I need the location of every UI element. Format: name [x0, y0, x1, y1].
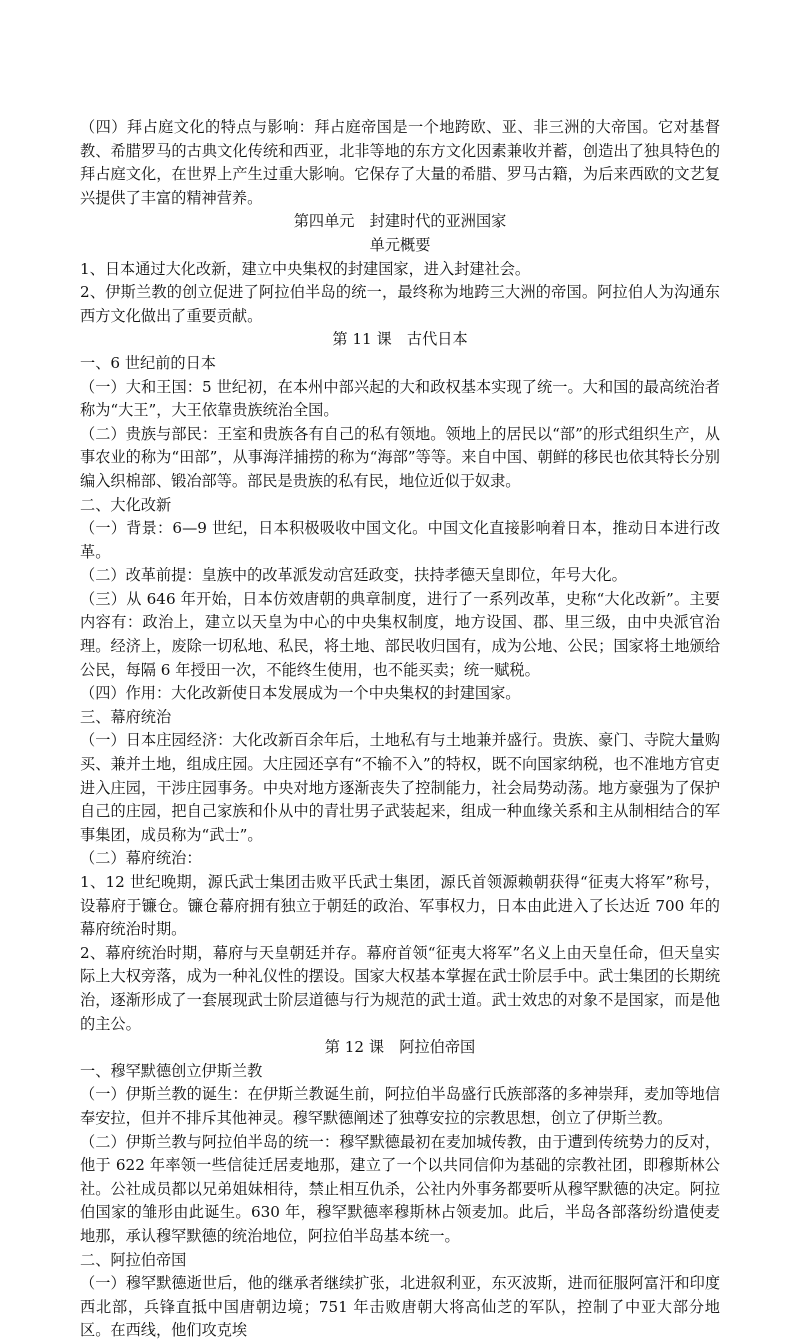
paragraph-reform-background: （一）背景：6—9 世纪，日本积极吸收中国文化。中国文化直接影响着日本，推动日本进行改革。: [80, 519, 720, 561]
lesson-11-title: 第 11 课 古代日本: [332, 330, 468, 349]
section-heading-arab-empire: 二、阿拉伯帝国: [80, 1250, 187, 1269]
unit-summary-heading: 单元概要: [369, 235, 431, 254]
paragraph-bushido: 2、幕府统治时期，幕府与天皇朝廷并存。幕府首领“征夷大将军”名义上由天皇任命，但天皇实际上大权旁落，成为一种礼仪性的摆设。国家大权基本掌握在武士阶层手中。武士集团的长期统治，逐渐形成了一套展现武士阶层道德与行为规范的武士道。武士效忠的对象不是国家，而是他的主公。: [80, 943, 720, 1033]
document-content: [80, 116, 720, 1343]
summary-point-1: 1、日本通过大化改新，建立中央集权的封建国家，进入封建社会。: [80, 259, 531, 278]
paragraph-reform-effect: （四）作用：大化改新使日本发展成为一个中央集权的封建国家。: [80, 684, 521, 703]
section-heading-japan-before-6c: 一、6 世纪前的日本: [80, 353, 216, 372]
lesson-12-title: 第 12 课 阿拉伯帝国: [324, 1038, 476, 1057]
paragraph-yamato: （一）大和王国：5 世纪初，在本州中部兴起的大和政权基本实现了统一。大和国的最高统治者称为“大王”，大王依靠贵族统治全国。: [80, 377, 720, 420]
paragraph-kamakura: 1、12 世纪晚期，源氏武士集团击败平氏武士集团，源氏首领源赖朝获得“征夷大将军”称号，设幕府于镰仓。镰仓幕府拥有独立于朝廷的政治、军事权力，日本由此进入了长达近 700 年的幕府统治时期。: [80, 873, 720, 939]
paragraph-nobility-bemin: （二）贵族与部民：王室和贵族各有自己的私有领地。领地上的居民以“部”的形式组织生产，从事农业的称为“田部”，从事海洋捕捞的称为“海部”等等。来自中国、朝鲜的移民也依其特长分别编入织棉部、锻冶部等。部民是贵族的私有民，地位近似于奴隶。: [80, 424, 720, 490]
section-heading-islam-founded: 一、穆罕默德创立伊斯兰教: [80, 1061, 263, 1080]
paragraph-arabia-unification: （二）伊斯兰教与阿拉伯半岛的统一：穆罕默德最初在麦加城传教，由于遭到传统势力的反对，他于 622 年率领一些信徒迁居麦地那，建立了一个以共同信仰为基础的宗教社团，即穆斯林公社。公社成员都以兄弟姐妹相待，禁止相互仇杀，公社内外事务都要听从穆罕默德的决定。阿拉伯国家的雏形由此诞生。630 年，穆罕默德率穆斯林占领麦加。此后，半岛各部落纷纷遣使麦地那，承认穆罕默德的统治地位，阿拉伯半岛基本统一。: [80, 1132, 720, 1245]
unit-title: 第四单元 封建时代的亚洲国家: [293, 212, 507, 231]
paragraph-reform-premise: （二）改革前提：皇族中的改革派发动宫廷政变，扶持孝德天皇即位，年号大化。: [80, 566, 627, 585]
section-heading-shogunate: 三、幕府统治: [80, 707, 172, 726]
paragraph-reform-content: （三）从 646 年开始，日本仿效唐朝的典章制度，进行了一系列改革，史称“大化改新”。主要内容有：政治上，建立以天皇为中心的中央集权制度，地方设国、郡、里三级，由中央派官治理。经济上，废除一切私地、私民，将土地、部民收归国有，成为公地、公民；国家将土地颁给公民，每隔 6 年授田一次，不能终生使用，也不能买卖；统一赋税。: [80, 589, 720, 679]
section-heading-taika-reform: 二、大化改新: [80, 495, 172, 514]
paragraph-byzantine-culture: （四）拜占庭文化的特点与影响：拜占庭帝国是一个地跨欧、亚、非三洲的大帝国。它对基督教、希腊罗马的古典文化传统和西亚，北非等地的东方文化因素兼收并蓄，创造出了独具特色的拜占庭文化，在世界上产生过重大影响。它保存了大量的希腊、罗马古籍，为后来西欧的文艺复兴提供了丰富的精神营养。: [80, 118, 720, 207]
paragraph-manor-economy: （一）日本庄园经济：大化改新百余年后，土地私有与土地兼并盛行。贵族、豪门、寺院大量购买、兼并土地，组成庄园。大庄园还享有“不输不入”的特权，既不向国家纳税，也不准地方官吏进入庄园，干涉庄园事务。中央对地方逐渐丧失了控制能力，社会局势动荡。地方豪强为了保护自己的庄园，把自己家族和仆从中的青壮男子武装起来，组成一种血缘关系和主从制相结合的军事集团，成员称为“武士”。: [80, 731, 720, 844]
subheading-shogunate-rule: （二）幕府统治：: [80, 849, 202, 868]
paragraph-expansion: （一）穆罕默德逝世后，他的继承者继续扩张，北进叙利亚，东灭波斯，进而征服阿富汗和印度西北部，兵锋直抵中国唐朝边境；751 年击败唐朝大将高仙芝的军队，控制了中亚大部分地区。在西线，他们攻克埃: [80, 1274, 720, 1340]
paragraph-islam-birth: （一）伊斯兰教的诞生：在伊斯兰教诞生前，阿拉伯半岛盛行氏族部落的多神崇拜，麦加等地信奉安拉，但并不排斥其他神灵。穆罕默德阐述了独尊安拉的宗教思想，创立了伊斯兰教。: [80, 1085, 720, 1127]
summary-point-2: 2、伊斯兰教的创立促进了阿拉伯半岛的统一，最终称为地跨三大洲的帝国。阿拉伯人为沟通东西方文化做出了重要贡献。: [80, 283, 720, 325]
